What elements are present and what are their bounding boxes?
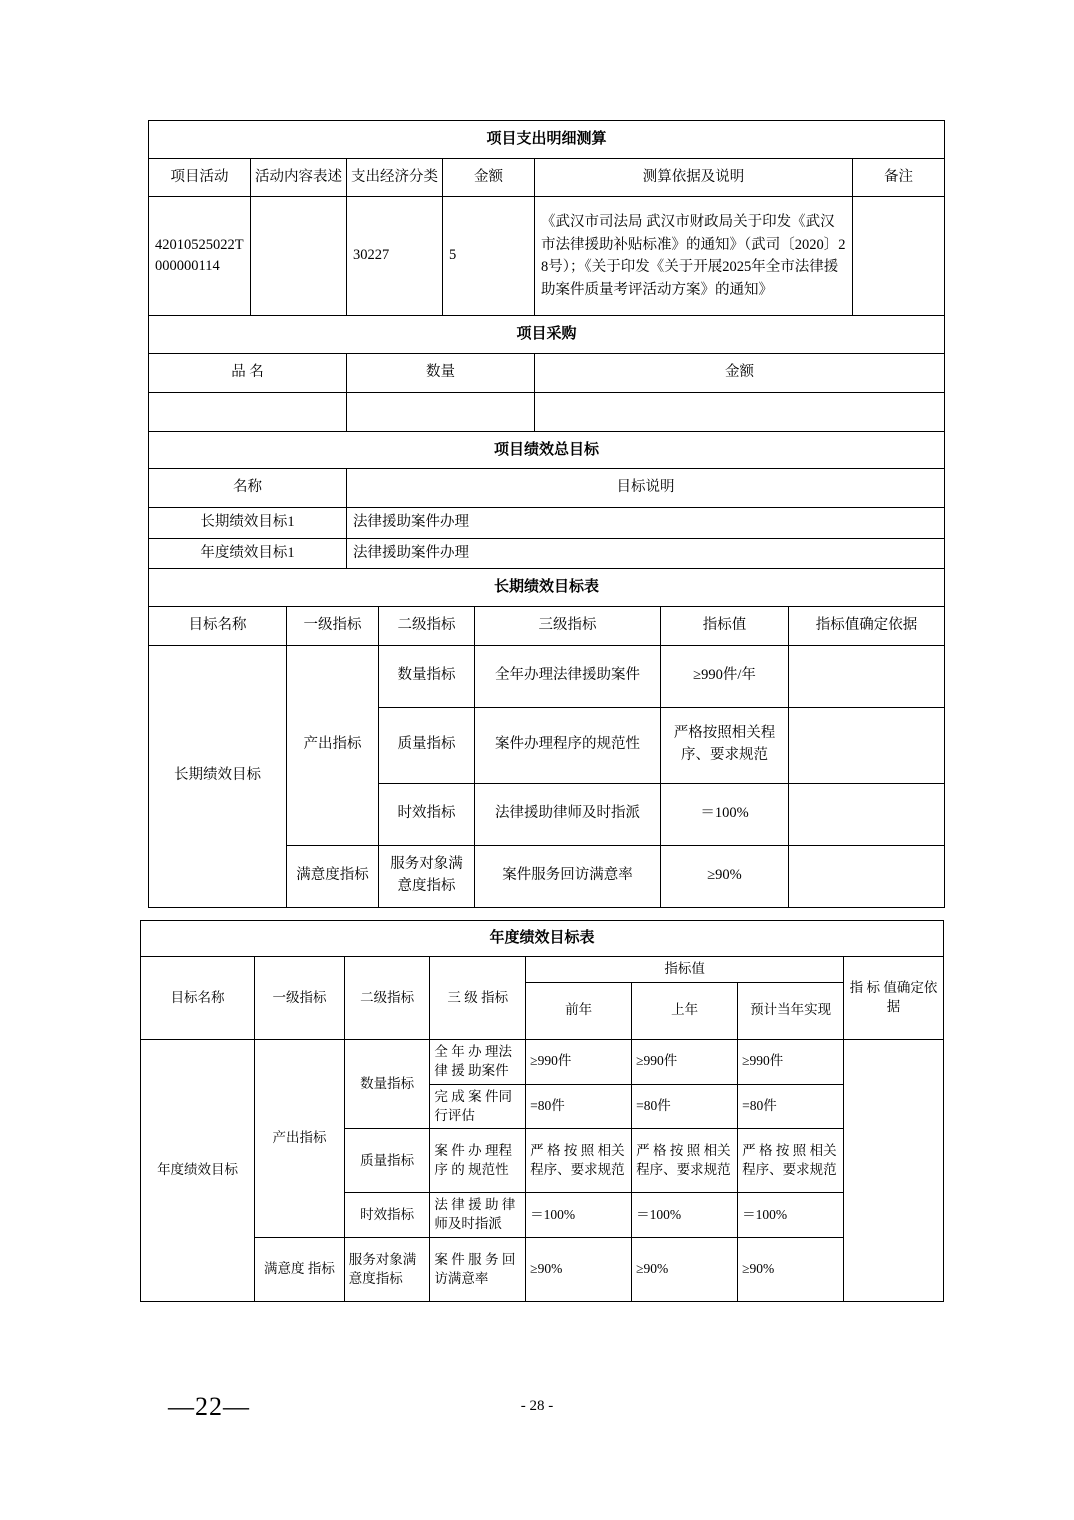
col-expected-year: 预计当年实现 <box>738 982 844 1039</box>
cell-value: 严格按照相关程序、要求规范 <box>661 707 789 783</box>
procurement-empty-row <box>149 392 945 431</box>
cell-basis <box>789 845 945 907</box>
col-activity: 项目活动 <box>149 158 251 197</box>
cell-econ-class: 30227 <box>347 197 443 316</box>
col-indicator-basis: 指标值确定依据 <box>789 606 945 645</box>
col-econ-class: 支出经济分类 <box>347 158 443 197</box>
cell-long-term-goal-1-desc: 法律援助案件办理 <box>347 507 945 538</box>
cell-level1-satisfaction: 满意度 指标 <box>255 1238 345 1302</box>
col-level1: 一级指标 <box>287 606 379 645</box>
procurement-title-row <box>149 316 945 354</box>
cell-value-expected: ＝100% <box>738 1193 844 1238</box>
cell-value-prev-prev: =80件 <box>526 1084 632 1129</box>
table-row <box>141 1039 944 1084</box>
cell-level2: 服务对象满意度指标 <box>379 845 475 907</box>
overall-goal-title-row <box>149 431 945 469</box>
cell-level3: 案件办理程序的规范性 <box>475 707 661 783</box>
expenditure-table <box>148 120 945 607</box>
col-goal-name: 目标名称 <box>149 606 287 645</box>
col-prev-year: 上年 <box>632 982 738 1039</box>
col-goal-name: 目标名称 <box>141 957 255 1040</box>
col-content: 活动内容表述 <box>251 158 347 197</box>
col-proc-amount: 金额 <box>535 353 945 392</box>
expenditure-header-row <box>149 158 945 197</box>
table-row <box>149 538 945 569</box>
cell-level2: 服务对象满意度指标 <box>344 1238 430 1302</box>
expenditure-title-row <box>149 121 945 159</box>
cell-level3: 全年办理法律援助案件 <box>475 645 661 707</box>
col-quantity: 数量 <box>347 353 535 392</box>
col-basis: 测算依据及说明 <box>535 158 853 197</box>
table-row <box>149 197 945 316</box>
cell-proc-amount <box>535 392 945 431</box>
col-prev-prev-year: 前年 <box>526 982 632 1039</box>
col-remark: 备注 <box>853 158 945 197</box>
cell-level3: 法律援助律师及时指派 <box>475 783 661 845</box>
col-level2: 二级指标 <box>379 606 475 645</box>
upper-tables <box>148 120 944 908</box>
cell-value-prev-prev: ＝100% <box>526 1193 632 1238</box>
cell-level2: 时效指标 <box>379 783 475 845</box>
page-number-center: - 28 - <box>520 1398 554 1414</box>
long-term-title-row <box>149 569 945 607</box>
annual-goal-table <box>140 920 944 1302</box>
cell-level3: 案 件 服 务 回访满意率 <box>430 1238 526 1302</box>
col-level3: 三 级 指标 <box>430 957 526 1040</box>
cell-level3: 案件服务回访满意率 <box>475 845 661 907</box>
cell-level2: 质量指标 <box>344 1129 430 1193</box>
col-indicator-basis: 指 标 值确定依据 <box>844 957 944 1040</box>
cell-long-term-goal-1: 长期绩效目标1 <box>149 507 347 538</box>
annual-title: 年度绩效目标表 <box>141 921 944 957</box>
cell-level3: 完 成 案 件同行评估 <box>430 1084 526 1129</box>
cell-basis <box>789 645 945 707</box>
overall-goal-title: 项目绩效总目标 <box>149 431 945 469</box>
cell-value-prev: ＝100% <box>632 1193 738 1238</box>
cell-value-prev: ≥990件 <box>632 1039 738 1084</box>
cell-basis <box>789 707 945 783</box>
cell-quantity <box>347 392 535 431</box>
cell-value-prev-prev: ≥90% <box>526 1238 632 1302</box>
cell-level3: 案 件 办 理程 序 的 规范性 <box>430 1129 526 1193</box>
cell-level1-output: 产出指标 <box>287 645 379 845</box>
cell-level3: 法 律 援 助 律师及时指派 <box>430 1193 526 1238</box>
col-value-group: 指标值 <box>526 957 844 983</box>
overall-goal-header-row <box>149 469 945 508</box>
table-row <box>141 1238 944 1302</box>
col-level1: 一级指标 <box>255 957 345 1040</box>
col-level3: 三级指标 <box>475 606 661 645</box>
cell-item-name <box>149 392 347 431</box>
cell-level2: 数量指标 <box>379 645 475 707</box>
cell-value-prev: 严 格 按 照 相关程序、要求规范 <box>632 1129 738 1193</box>
cell-basis: 《武汉市司法局 武汉市财政局关于印发《武汉市法律援助补贴标准》的通知》（武司〔2020〕28号）；《关于印发《关于开展2025年全市法律援助案件质量考评活动方案》的通知》 <box>535 197 853 316</box>
cell-level1-satisfaction: 满意度指标 <box>287 845 379 907</box>
cell-level2: 数量指标 <box>344 1039 430 1129</box>
cell-goal-name: 年度绩效目标 <box>141 1039 255 1301</box>
cell-value: ≥990件/年 <box>661 645 789 707</box>
annual-title-row <box>141 921 944 957</box>
procurement-title: 项目采购 <box>149 316 945 354</box>
cell-level1-output: 产出指标 <box>255 1039 345 1237</box>
cell-value-expected: 严 格 按 照 相关程序、要求规范 <box>738 1129 844 1193</box>
col-indicator-value: 指标值 <box>661 606 789 645</box>
cell-basis <box>844 1039 944 1301</box>
table-row <box>149 645 945 707</box>
cell-level2: 时效指标 <box>344 1193 430 1238</box>
col-goal-desc: 目标说明 <box>347 469 945 508</box>
cell-value: ≥90% <box>661 845 789 907</box>
col-goal-name: 名称 <box>149 469 347 508</box>
cell-activity-code: 42010525022T000000114 <box>149 197 251 316</box>
cell-amount: 5 <box>443 197 535 316</box>
page-number-left: —22— <box>168 1392 250 1421</box>
long-term-header-row <box>149 606 945 645</box>
cell-level2: 质量指标 <box>379 707 475 783</box>
cell-content <box>251 197 347 316</box>
cell-annual-goal-1: 年度绩效目标1 <box>149 538 347 569</box>
expenditure-title: 项目支出明细测算 <box>149 121 945 159</box>
cell-value-expected: ≥990件 <box>738 1039 844 1084</box>
col-amount: 金额 <box>443 158 535 197</box>
cell-value: ＝100% <box>661 783 789 845</box>
long-term-goal-table <box>148 606 945 908</box>
cell-annual-goal-1-desc: 法律援助案件办理 <box>347 538 945 569</box>
procurement-header-row <box>149 353 945 392</box>
cell-remark <box>853 197 945 316</box>
long-term-title: 长期绩效目标表 <box>149 569 945 607</box>
cell-value-prev: =80件 <box>632 1084 738 1129</box>
cell-basis <box>789 783 945 845</box>
cell-value-prev-prev: ≥990件 <box>526 1039 632 1084</box>
cell-value-prev: ≥90% <box>632 1238 738 1302</box>
cell-goal-name: 长期绩效目标 <box>149 645 287 907</box>
cell-value-expected: ≥90% <box>738 1238 844 1302</box>
cell-value-expected: =80件 <box>738 1084 844 1129</box>
col-item-name: 品 名 <box>149 353 347 392</box>
annual-header-row-1 <box>141 957 944 983</box>
cell-value-prev-prev: 严 格 按 照 相关程序、要求规范 <box>526 1129 632 1193</box>
cell-level3: 全 年 办 理法 律 援 助案件 <box>430 1039 526 1084</box>
col-level2: 二级指标 <box>344 957 430 1040</box>
annual-goal-section <box>140 920 944 1302</box>
table-row <box>149 507 945 538</box>
